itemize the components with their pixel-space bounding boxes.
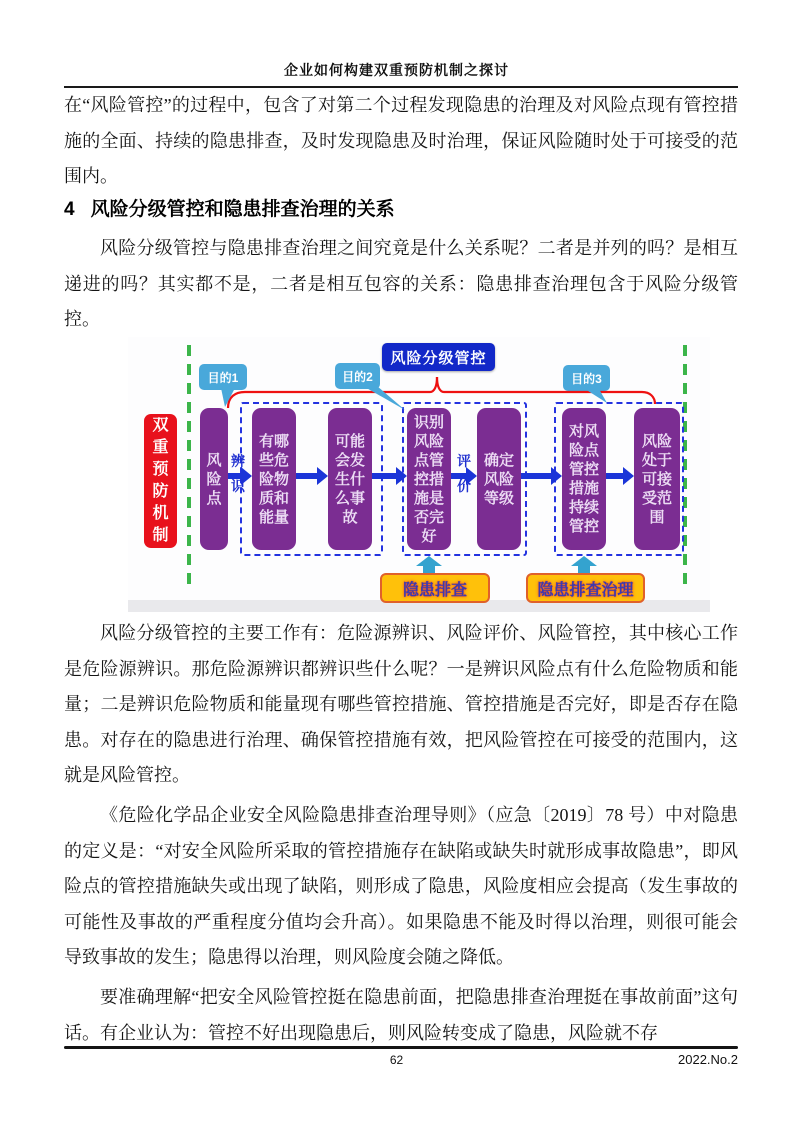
callout-goal-1: 目的1 xyxy=(199,364,247,390)
side-label-dual-prevention: 双重预防机制 xyxy=(144,414,177,548)
section-number: 4 xyxy=(64,199,75,220)
flow-arrow-6 xyxy=(606,473,623,479)
footer-rule xyxy=(64,1046,738,1049)
up-arrow-shaft xyxy=(423,566,435,573)
paragraph-4: 《危险化学品企业安全风险隐患排查治理导则》（应急〔2019〕78 号）中对隐患的定义是：“对安全风险所采取的管控措施存在缺陷或缺失时就形成事故隐患”，即风险点的管控措施缺失或出现了缺陷，则形成了隐患，风险度相应会提高（发生事故的可能性及事故的严重程度分值均会升高）。如果隐患不能及时得以治理，则很可能会导致事故的发生；隐患得以治理，则风险度会随之降低。 xyxy=(64,805,738,967)
green-dashed-line-left xyxy=(187,345,191,591)
step-label-evaluate: 评价 xyxy=(457,453,471,494)
up-arrow-head xyxy=(571,556,597,566)
paragraph-2: 风险分级管控与隐患排查治理之间究竟是什么关系呢？二者是并列的吗？是相互递进的吗？其实都不是，二者是相互包容的关系：隐患排查治理包含于风险分级管控。 xyxy=(64,238,738,329)
up-arrow-hidden-danger-check xyxy=(416,556,442,573)
callout-1-tail xyxy=(221,388,235,407)
banner-risk-grading-control: 风险分级管控 xyxy=(382,343,495,371)
running-head-title: 企业如何构建双重预防机制之探讨 xyxy=(284,64,509,79)
callout-goal-2: 目的2 xyxy=(335,363,380,389)
up-arrow-head xyxy=(416,556,442,566)
flow-arrow-3 xyxy=(372,473,396,479)
step-label-identify: 辨识 xyxy=(231,453,245,494)
flow-box-continuous-control: 对风险点管控措施持续管控 xyxy=(562,408,606,550)
bottom-box-hidden-danger-check: 隐患排查 xyxy=(380,573,490,603)
flow-box-hazard-substances: 有哪些危险物质和能量 xyxy=(252,408,296,550)
flow-box-possible-accidents: 可能会发生什么事故 xyxy=(328,408,372,550)
section-title: 风险分级管控和隐患排查治理的关系 xyxy=(90,199,395,220)
up-arrow-shaft xyxy=(578,566,590,573)
paragraph-5: 要准确理解“把安全风险管控挺在隐患前面，把隐患排查治理挺在事故前面”这句话。有企业认为：管控不好出现隐患后，则风险转变成了隐患，风险就不存 xyxy=(64,987,738,1043)
flow-arrow-5 xyxy=(521,473,551,479)
flow-box-determine-risk-level: 确定风险等级 xyxy=(477,408,521,550)
callout-goal-3: 目的3 xyxy=(563,365,610,391)
section-heading xyxy=(64,194,395,221)
paragraph-3: 风险分级管控的主要工作有：危险源辨识、风险评价、风险管控，其中核心工作是危险源辨识。那危险源辨识都辨识些什么呢？一是辨识风险点有什么危险物质和能量；二是辨识危险物质和能量现有哪些管控措施、管控措施是否完好，即是否存在隐患。对存在的隐患进行治理、确保管控措施有效，把风险管控在可接受的范围内，这就是风险管控。 xyxy=(64,623,738,785)
paragraph-1: 在“风险管控”的过程中，包含了对第二个过程发现隐患的治理及对风险点现有管控措施的全面、持续的隐患排查，及时发现隐患及时治理，保证风险随时处于可接受的范围内。 xyxy=(64,95,738,186)
up-arrow-hidden-danger-treatment xyxy=(571,556,597,573)
page-number: 62 xyxy=(389,1053,404,1067)
flow-box-risk-acceptable: 风险处于可接受范围 xyxy=(634,408,680,550)
journal-issue: 2022.No.2 xyxy=(678,1052,738,1067)
bottom-box-hidden-danger-treatment: 隐患排查治理 xyxy=(526,573,645,603)
flow-box-identify-control-measures: 识别风险点管控措施是否完好 xyxy=(407,408,451,550)
flow-box-risk-point: 风险点 xyxy=(200,408,228,550)
flow-arrow-2 xyxy=(296,473,317,479)
dual-prevention-mechanism-figure xyxy=(128,337,710,612)
callout-3-tail xyxy=(585,389,607,403)
